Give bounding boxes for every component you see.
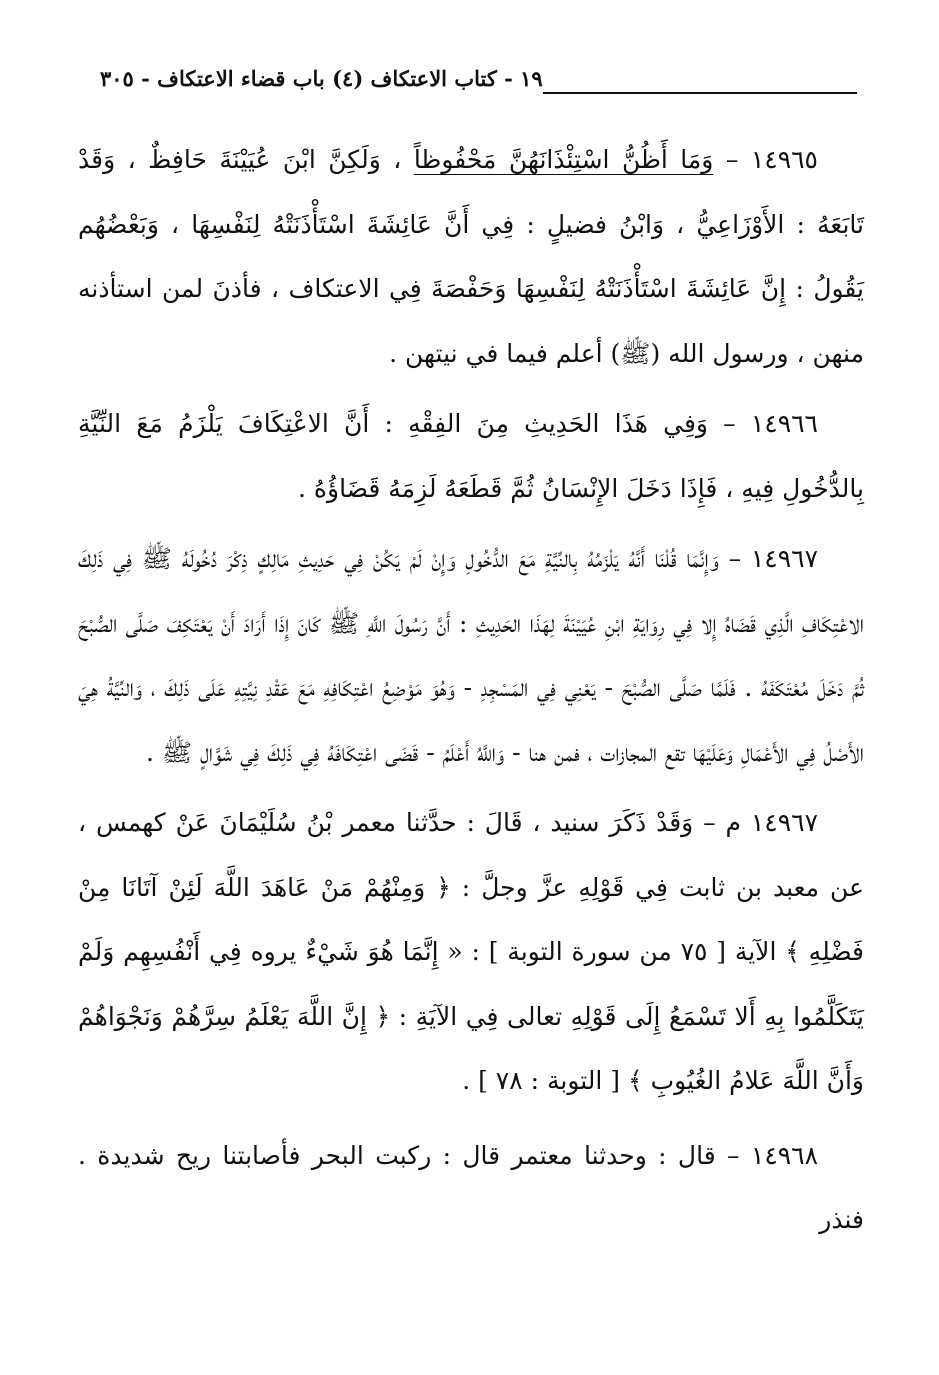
paragraph-number: ١٤٩٦٥ – xyxy=(725,145,818,174)
paragraph-14966 xyxy=(78,392,864,521)
paragraph-14967m xyxy=(78,791,864,1114)
paragraph-number: ١٤٩٦٧ – xyxy=(728,544,819,573)
paragraph-14968 xyxy=(78,1124,864,1253)
paragraph-number: ١٤٩٦٨ – xyxy=(727,1140,819,1170)
page-body xyxy=(78,128,864,1259)
paragraph-text: وَقَدْ ذَكَرَ سنيد ، قَالَ : حدَّثنا معمر بْنُ سُلَيْمَانَ عَنْ كهمس ، عن معبد بن ثابت فِي قَوْلِهِ عزَّ وجلَّ : ﴿ وَمِنْهُمْ مَنْ عَاهَدَ اللَّهَ لَئِنْ آتَانَا مِنْ فَضْلِهِ ﴾ الآية [ ٧٥ من سورة التوبة ] : « إِنَّمَا هُوَ شَيْءٌ يروه فِي أَنْفُسِهِم وَلَمْ يَتَكَلَّمُوا بِهِ أَلا تَسْمَعُ إِلَى قَوْلِهِ تعالى فِي الآيَةِ : ﴿ إِنَّ اللَّهَ يَعْلَمُ سِرَّهُمْ وَنَجْوَاهُمْ وَأَنَّ اللَّهَ عَلامُ الغُيُوبِ ﴾ [ التوبة : ٧٨ ] . xyxy=(78,808,864,1095)
paragraph-14965 xyxy=(78,128,864,386)
paragraph-14967 xyxy=(78,527,864,785)
paragraph-number: ١٤٩٦٧ م – xyxy=(703,808,818,837)
underlined-phrase: وَمَا أَظُنُّ اسْتِئْذَانَهُنَّ مَحْفُوظاً xyxy=(413,145,714,174)
paragraph-text: وَفِي هَذَا الحَدِيثِ مِنَ الفِقْهِ : أَنَّ الاعْتِكَافَ يَلْزَمُ مَعَ النِّيَّةِ بِالدُّخُولِ فِيهِ ، فَإِذَا دَخَلَ الإِنْسَانُ ثُمَّ قَطَعَهُ لَزِمَهُ قَضَاؤُهُ . xyxy=(78,409,864,503)
paragraph-text: ، وَلَكِنَّ ابْنَ عُيَيْنَةَ حَافِظٌ ، وَقَدْ تَابَعَهُ : الأَوْزَاعِيُّ ، وَابْنُ فضيلٍ : فِي أَنَّ عَائِشَةَ اسْتَأْذَنَتْهُ لِنَفْسِهَا ، وَبَعْضُهُم يَقُولُ : إِنَّ عَائِشَةَ اسْتَأْذَنَتْهُ لِنَفْسِهَا وَحَفْصَةَ فِي الاعتكاف ، فأذنَ لمن استأذنه منهن ، ورسول الله (ﷺ) أعلم فيما في نيتهن . xyxy=(78,145,864,368)
page-header xyxy=(92,62,857,102)
paragraph-text: وَإِنَّمَا قُلْنَا أَنَّهُ يَلْزَمُهُ بِالنِّيَّةِ مَعَ الدُّخُولِ وَإِنْ لَمْ يَكُنْ فِي حَدِيثِ مَالِكٍ ذِكْرَ دُخُولَهُ ﷺ فِي ذَلِكَ الاعْتِكَافِ الَّذِي قَضَاهُ إِلا فِي رِوَايَةِ ابْنِ عُيَيْنَةَ لِهَذَا الحَدِيثِ : أَنَّ رَسُولَ اللَّهِ ﷺ كَانَ إِذَا أَرَادَ أَنْ يَعْتَكِفَ صَلَّى الصُّبْحَ ثُمَّ دَخَلَ مُعْتَكَفَهُ . فَلَمَّا صَلَّى الصُّبْحَ - يَعْنِي فِي المَسْجِدِ - وَهُوَ مَوْضِعُ اعْتِكَافِهِ مَعَ عَقْدِ نِيَّتِهِ عَلَى ذَلِكَ ، وَالنِّيَّةُ هِيَ الأَصْلُ فِي الأَعْمَالِ وَعَلَيْهَا تقع المجازات ، فمن هنا - وَاللَّهُ أَعْلَمُ - قَضَى اعْتِكَافَهُ فِي ذَلِكَ فِي شَوَّالٍ ﷺ . xyxy=(78,544,864,767)
paragraph-text: قال : وحدثنا معتمر قال : ركبت البحر فأصابتنا ريح شديدة . فنذر xyxy=(78,1140,864,1234)
running-title: ١٩ - كتاب الاعتكاف (٤) باب قضاء الاعتكاف - ٣٠٥ xyxy=(92,64,543,94)
paragraph-number: ١٤٩٦٦ – xyxy=(723,409,818,438)
